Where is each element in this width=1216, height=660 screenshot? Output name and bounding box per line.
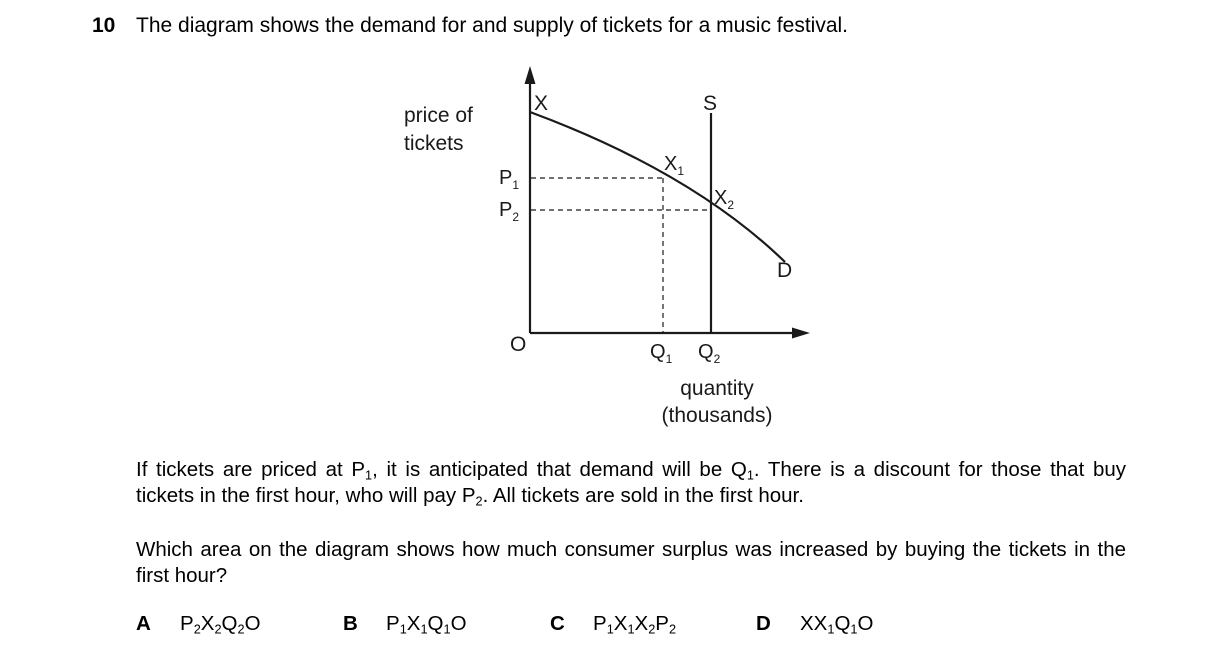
scenario-subscript-3: 2 [475, 493, 483, 509]
option-a-letter[interactable]: A [136, 612, 151, 635]
option-d-letter[interactable]: D [756, 612, 771, 635]
option-c-letter[interactable]: C [550, 612, 565, 635]
x2-label: $X_2$ [714, 187, 735, 212]
scenario-subscript-1: 1 [365, 467, 373, 483]
y-axis-arrowhead [525, 66, 536, 84]
x1-label: $X_1$ [664, 153, 685, 178]
option-b-letter[interactable]: B [343, 612, 358, 635]
x-axis-arrowhead [792, 328, 810, 339]
intercept-label-x: X [534, 92, 549, 115]
question-prompt: Which area on the diagram shows how much consumer surplus was increased by buying the tickets in the first hour? [136, 538, 1126, 587]
option-b-text[interactable]: $P_1X_1Q_1O$ [386, 612, 467, 637]
q2-label: $Q_2$ [698, 341, 721, 366]
scenario-text-1: If tickets are priced at P [136, 458, 366, 481]
y-axis-label-line1: price of [404, 104, 473, 127]
p2-label: $P_2$ [499, 199, 520, 224]
supply-label: S [703, 92, 718, 115]
scenario-text-4: . All tickets are sold in the first hour. [482, 484, 804, 507]
option-c-text[interactable]: $P_1X_1X_2P_2$ [593, 612, 677, 637]
x-axis-label-line1: quantity [680, 377, 754, 400]
question-stem: The diagram shows the demand for and supply of tickets for a music festival. [136, 14, 849, 37]
scenario-paragraph [136, 457, 1126, 509]
p1-label: $P_1$ [499, 167, 520, 192]
y-axis-label-line2: tickets [404, 132, 464, 155]
q1-label: $Q_1$ [650, 341, 673, 366]
scenario-subscript-2: 1 [746, 467, 754, 483]
origin-label: O [510, 333, 527, 356]
question-number: 10 [92, 14, 116, 37]
x-axis-label-line2: (thousands) [661, 404, 773, 427]
scenario-text-2: , it is anticipated that demand will be Q [372, 458, 747, 481]
scenario-text-3: . There is a discount for those that buy tickets in the first hour, who will pay P [136, 458, 1126, 507]
demand-curve [530, 112, 785, 262]
demand-label: D [777, 259, 793, 282]
option-d-text[interactable]: $XX_1Q_1O$ [800, 612, 874, 637]
answer-options [0, 612, 1216, 642]
option-a-text[interactable]: $P_2X_2Q_2O$ [180, 612, 261, 637]
